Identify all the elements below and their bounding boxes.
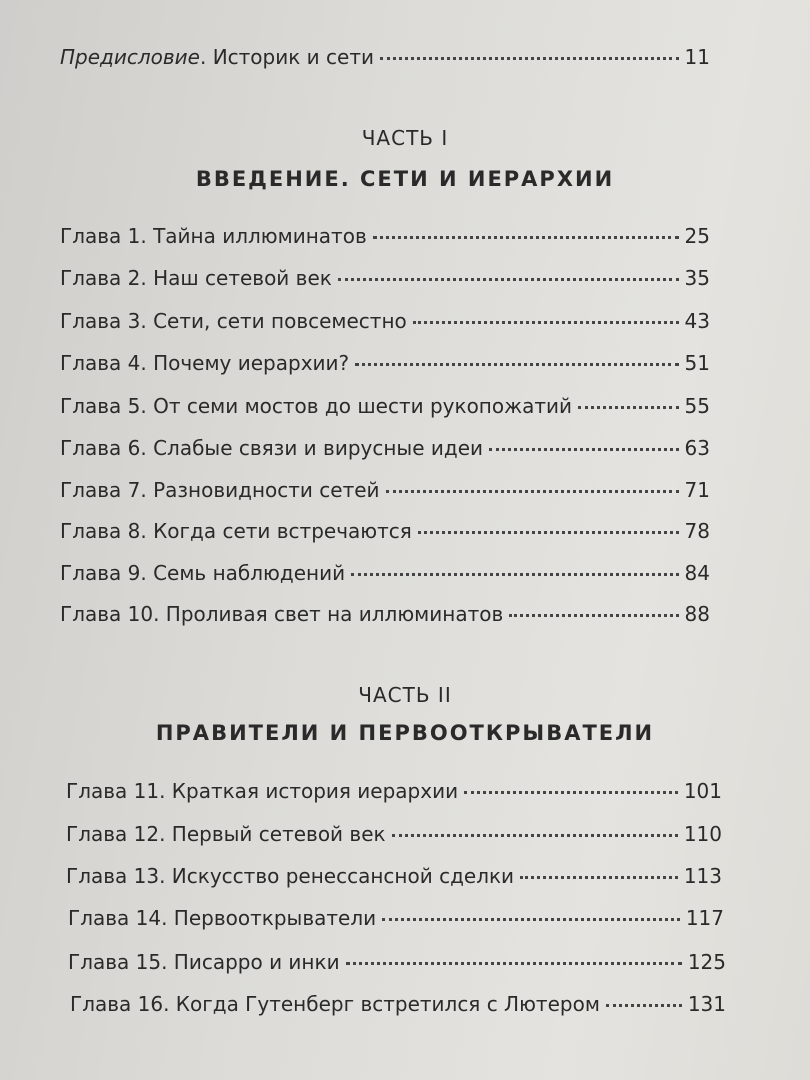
toc-entry[interactable]	[60, 436, 710, 460]
leader-dots	[520, 876, 678, 879]
toc-entry[interactable]	[60, 519, 710, 543]
page-number: 55	[684, 394, 710, 418]
page-number: 88	[684, 602, 710, 626]
leader-dots	[418, 531, 679, 534]
page-number: 63	[684, 436, 710, 460]
leader-dots	[380, 57, 679, 60]
chapter-title: Глава 16. Когда Гутенберг встретился с Лютером	[70, 992, 600, 1016]
chapter-title: Глава 1. Тайна иллюминатов	[60, 224, 367, 248]
part-1-title: ВВЕДЕНИЕ. СЕТИ И ИЕРАРХИИ	[195, 167, 615, 191]
leader-dots	[606, 1004, 682, 1007]
chapter-title: Глава 2. Наш сетевой век	[60, 266, 332, 290]
page-number: 35	[684, 266, 710, 290]
toc-entry[interactable]	[60, 561, 710, 585]
toc-entry[interactable]	[60, 602, 710, 626]
chapter-title: Глава 15. Писарро и инки	[68, 950, 340, 974]
page-number: 101	[683, 779, 722, 803]
toc-entry[interactable]	[68, 950, 726, 974]
page-number: 113	[683, 864, 722, 888]
chapter-title: Глава 11. Краткая история иерархии	[66, 779, 459, 803]
toc-entry[interactable]	[60, 394, 710, 418]
part-1-label: ЧАСТЬ I	[361, 126, 449, 150]
leader-dots	[373, 236, 679, 239]
chapter-title: Глава 10. Проливая свет на иллюминатов	[60, 602, 504, 626]
page-number: 25	[684, 224, 710, 248]
leader-dots	[355, 363, 678, 366]
page-number: 131	[687, 992, 726, 1016]
page-number: 11	[684, 45, 710, 69]
toc-entry[interactable]	[60, 266, 710, 290]
page-number: 117	[685, 906, 724, 930]
page-number: 43	[684, 309, 710, 333]
leader-dots	[464, 791, 678, 794]
page-number: 84	[684, 561, 710, 585]
toc-entry[interactable]	[68, 906, 724, 930]
part-2-label: ЧАСТЬ II	[358, 683, 452, 707]
leader-dots	[489, 448, 679, 451]
toc-entry-preface[interactable]	[60, 45, 710, 69]
leader-dots	[351, 573, 678, 576]
toc-entry[interactable]	[66, 779, 722, 803]
chapter-title: Глава 13. Искусство ренессансной сделки	[66, 864, 515, 888]
page-number: 51	[684, 351, 710, 375]
leader-dots	[338, 278, 679, 281]
toc-entry[interactable]	[66, 822, 722, 846]
chapter-title: Глава 12. Первый сетевой век	[66, 822, 386, 846]
toc-entry[interactable]	[60, 224, 710, 248]
page-number: 125	[687, 950, 726, 974]
toc-entry[interactable]	[60, 351, 710, 375]
chapter-title: Глава 5. От семи мостов до шести рукопожатий	[60, 394, 573, 418]
preface-title: Предисловие. Историк и сети	[60, 45, 374, 69]
leader-dots	[509, 614, 678, 617]
page-number: 78	[684, 519, 710, 543]
chapter-title: Глава 7. Разновидности сетей	[60, 478, 380, 502]
leader-dots	[392, 834, 678, 837]
toc-entry[interactable]	[70, 992, 726, 1016]
chapter-title: Глава 3. Сети, сети повсеместно	[60, 309, 407, 333]
toc-entry[interactable]	[60, 478, 710, 502]
leader-dots	[413, 321, 679, 324]
chapter-title: Глава 4. Почему иерархии?	[60, 351, 350, 375]
leader-dots	[382, 918, 680, 921]
chapter-title: Глава 6. Слабые связи и вирусные идеи	[60, 436, 483, 460]
leader-dots	[386, 490, 679, 493]
leader-dots	[578, 406, 679, 409]
chapter-title: Глава 14. Первооткрыватели	[68, 906, 377, 930]
part-2-title: ПРАВИТЕЛИ И ПЕРВООТКРЫВАТЕЛИ	[155, 721, 655, 745]
chapter-title: Глава 8. Когда сети встречаются	[60, 519, 412, 543]
chapter-title: Глава 9. Семь наблюдений	[60, 561, 346, 585]
toc-entry[interactable]	[66, 864, 722, 888]
leader-dots	[346, 962, 682, 965]
toc-entry[interactable]	[60, 309, 710, 333]
page-number: 71	[684, 478, 710, 502]
page-number: 110	[683, 822, 722, 846]
